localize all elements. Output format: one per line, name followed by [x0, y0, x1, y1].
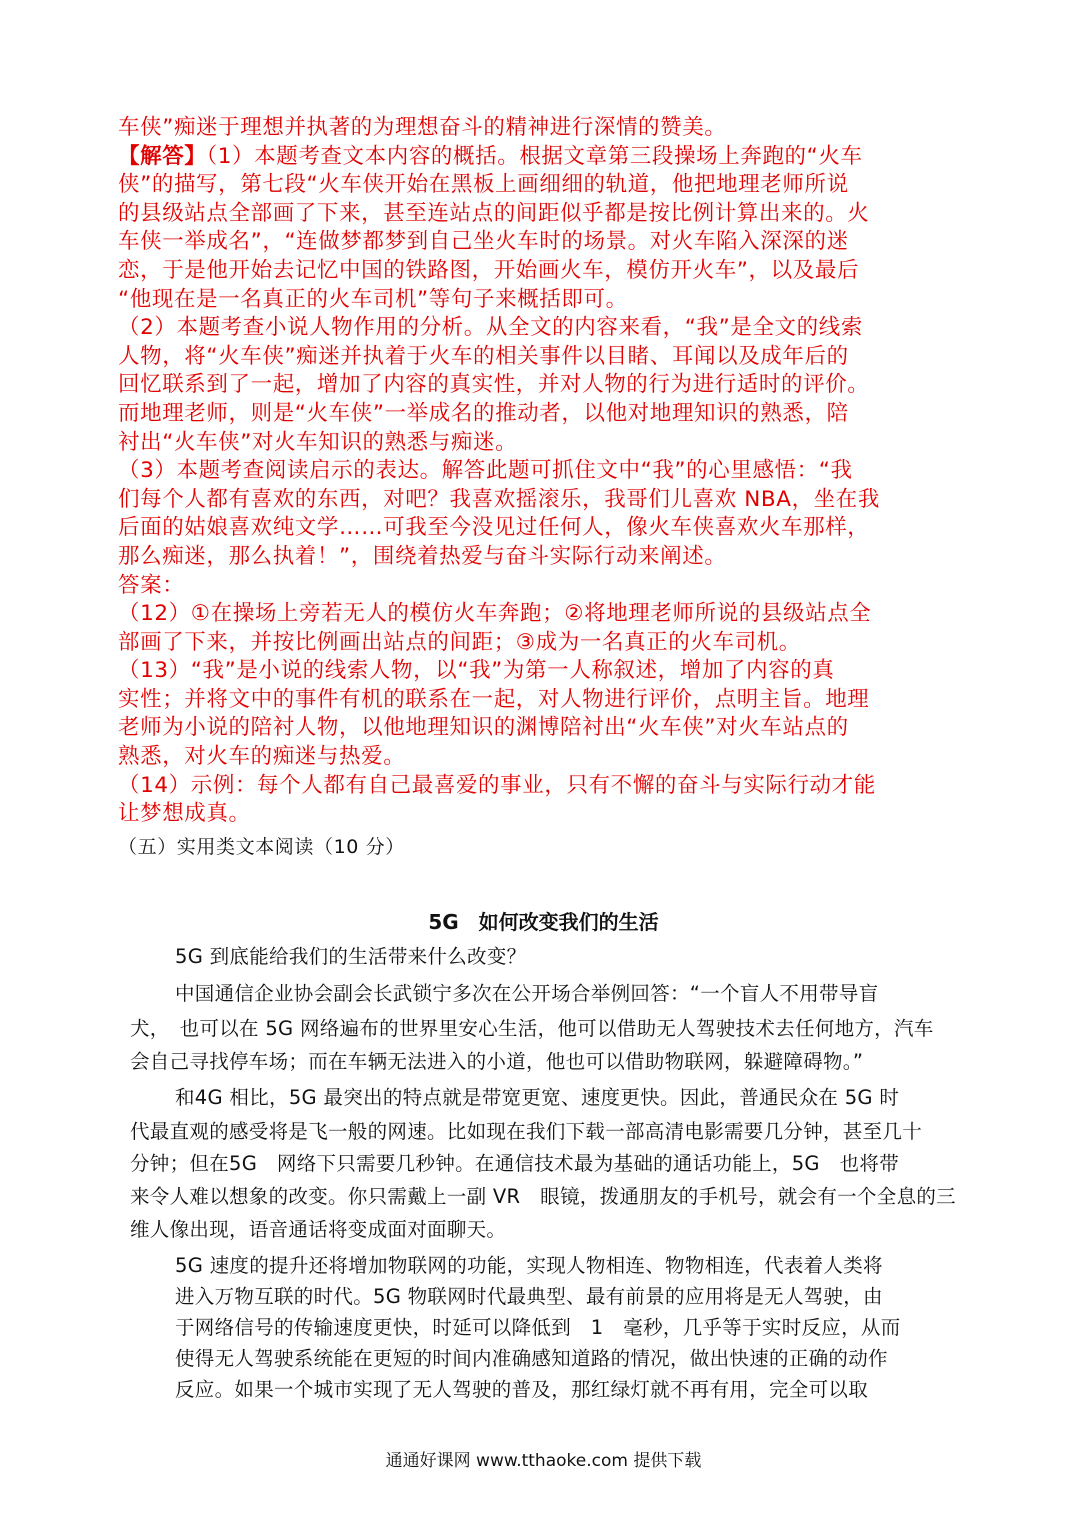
answer-line: （12）①在操场上旁若无人的模仿火车奔跑；②将地理老师所说的县级站点全 — [118, 601, 872, 627]
article-line: 来令人难以想象的改变。你只需戴上一副 VR 眼镜，拨通朋友的手机号，就会有一个全息的三 — [130, 1185, 956, 1208]
article-line: 和4G 相比，5G 最突出的特点就是带宽更宽、速度更快。因此，普通民众在 5G 时 — [175, 1086, 900, 1109]
answer-line: 部画了下来，并按比例画出站点的间距；③成为一名真正的火车司机。 — [118, 629, 801, 655]
answer-line: 后面的姑娘喜欢纯文学……可我至今没见过任何人，像火车侠喜欢火车那样， — [118, 515, 870, 541]
article-line: 代最直观的感受将是飞一般的网速。比如现在我们下载一部高清电影需要几分钟，甚至几十 — [130, 1120, 923, 1143]
answer-line: （14）示例：每个人都有自己最喜爱的事业，只有不懈的奋斗与实际行动才能 — [118, 772, 876, 798]
article-line: 反应。如果一个城市实现了无人驾驶的普及，那红绿灯就不再有用，完全可以取 — [175, 1378, 869, 1401]
answer-line: “他现在是一名真正的火车司机”等句子来概括即可。 — [118, 286, 628, 312]
article-line: 于网络信号的传输速度更快，时延可以降低到 1 毫秒，几乎等于实时反应，从而 — [175, 1316, 901, 1339]
answer-line: 车侠一举成名”，“连做梦都梦到自己坐火车时的场景。对火车陷入深深的迷 — [118, 229, 849, 255]
answer-line: 那么痴迷，那么执着！”，围绕着热爱与奋斗实际行动来阐述。 — [118, 543, 727, 569]
answer-line: 老师为小说的陪衬人物，以他地理知识的渊博陪衬出“火车侠”对火车站点的 — [118, 715, 849, 741]
answer-line: 车侠”痴迷于理想并执著的为理想奋斗的精神进行深情的赞美。 — [118, 115, 727, 140]
article-line: 5G 到底能给我们的生活带来什么改变？ — [175, 945, 527, 968]
answer-line: 人物，将“火车侠”痴迷并执着于火车的相关事件以目睹、耳闻以及成年后的 — [118, 343, 849, 369]
jieda-label: 【解答】 — [118, 143, 207, 169]
answer-line: 们每个人都有喜欢的东西，对吧？我喜欢摇滚乐，我哥们儿喜欢 NBA，坐在我 — [118, 486, 880, 512]
answer-line: 熟悉，对火车的痴迷与热爱。 — [118, 744, 406, 770]
answer-line: 衬出“火车侠”对火车知识的熟悉与痴迷。 — [118, 429, 518, 455]
answer-line-text: （1）本题考查文本内容的概括。根据文章第三段操场上奔跑的“火车 — [206, 143, 863, 169]
answer-line: （13）“我”是小说的线索人物，以“我”为第一人称叙述，增加了内容的真 — [118, 658, 835, 684]
answer-line: 的县级站点全部画了下来，甚至连站点的间距似乎都是按比例计算出来的。火 — [118, 200, 870, 226]
answer-line: 实性；并将文中的事件有机的联系在一起，对人物进行评价，点明主旨。地理 — [118, 686, 870, 712]
answer-label: 答案： — [118, 572, 185, 598]
answer-analysis-block — [118, 114, 970, 829]
answer-line: 回忆联系到了一起，增加了内容的真实性，并对人物的行为进行适时的评价。 — [118, 372, 870, 398]
section-title: （五）实用类文本阅读（10 分） — [118, 836, 405, 858]
answer-line: 侠”的描写，第七段“火车侠开始在黑板上画细细的轨道，他把地理老师所说 — [118, 172, 849, 198]
article-line: 分钟；但在5G 网络下只需要几秒钟。在通信技术最为基础的通话功能上，5G 也将带 — [130, 1152, 900, 1175]
answer-line: （3）本题考查阅读启示的表达。解答此题可抓住文中“我”的心里感悟：“我 — [118, 458, 853, 484]
page-footer: 通通好课网 www.tthaoke.com 提供下载 — [385, 1451, 702, 1471]
answer-line: （2）本题考查小说人物作用的分析。从全文的内容来看，“我”是全文的线索 — [118, 315, 863, 341]
answer-line — [118, 143, 970, 172]
answer-line: 而地理老师，则是“火车侠”一举成名的推动者，以他对地理知识的熟悉，陪 — [118, 400, 849, 426]
article-line: 使得无人驾驶系统能在更短的时间内准确感知道路的情况，做出快速的正确的动作 — [175, 1347, 888, 1370]
article-title: 5G 如何改变我们的生活 — [428, 910, 659, 934]
answer-line: 让梦想成真。 — [118, 801, 251, 827]
article-line: 中国通信企业协会副会长武锁宁多次在公开场合举例回答：“一个盲人不用带导盲 — [175, 982, 879, 1005]
answer-line: 恋，于是他开始去记忆中国的铁路图，开始画火车，模仿开火车”，以及最后 — [118, 257, 860, 283]
article-line: 会自己寻找停车场；而在车辆无法进入的小道，他也可以借助物联网，躲避障碍物。” — [130, 1050, 864, 1073]
article-line: 犬， 也可以在 5G 网络遍布的世界里安心生活，他可以借助无人驾驶技术去任何地方，汽车 — [130, 1017, 934, 1040]
article-line: 5G 速度的提升还将增加物联网的功能，实现人物相连、物物相连，代表着人类将 — [175, 1254, 883, 1277]
article-line: 进入万物互联的时代。5G 物联网时代最典型、最有前景的应用将是无人驾驶，由 — [175, 1285, 883, 1308]
article-line: 维人像出现，语音通话将变成面对面聊天。 — [130, 1218, 507, 1241]
